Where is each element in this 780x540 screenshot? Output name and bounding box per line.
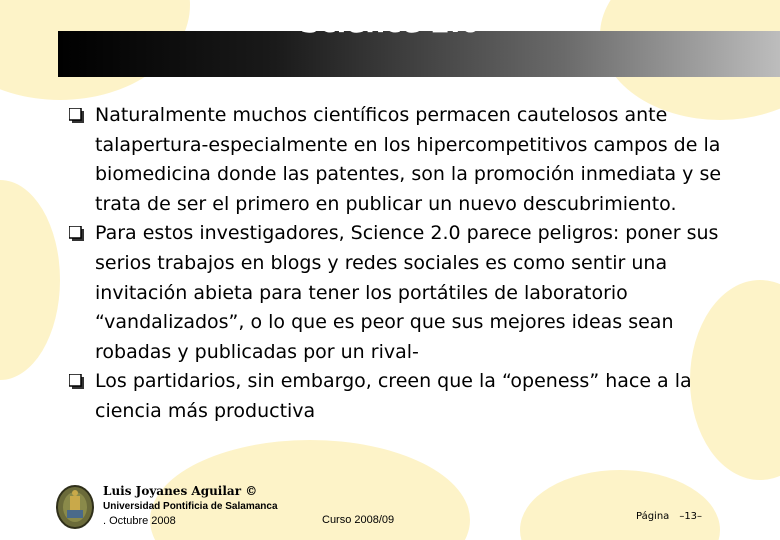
footer-date: . Octubre 2008	[103, 515, 176, 527]
bullet-item	[66, 219, 726, 367]
bullet-item	[66, 367, 726, 426]
university-seal-icon	[55, 484, 95, 530]
checkbox-bullet-icon	[69, 374, 84, 389]
bullet-text: Los partidarios, sin embargo, creen que la “openess” hace a la ciencia más productiva	[95, 370, 692, 422]
background-decoration	[0, 180, 60, 380]
bullet-text: Para estos investigadores, Science 2.0 parece peligros: poner sus serios trabajos en blogs y redes sociales es como sentir una invitación abieta para tener los portátiles de laboratorio “vandalizados”, o lo que es peor que sus mejores ideas sean robadas y publicadas por un rival-	[95, 222, 719, 363]
footer-university: Universidad Pontificia de Salamanca	[103, 501, 278, 512]
footer-course: Curso 2008/09	[322, 514, 395, 526]
footer-author: Luis Joyanes Aguilar ©	[103, 484, 258, 498]
footer-page	[636, 511, 702, 522]
background-decoration	[520, 470, 720, 540]
slide-title: Science 2.0	[299, 6, 481, 39]
checkbox-bullet-icon	[69, 226, 84, 241]
page-label: Página	[636, 511, 670, 522]
checkbox-bullet-icon	[69, 108, 84, 123]
bullet-text: Naturalmente muchos científicos permacen cautelosos ante talapertura-especialmente en los hipercompetitivos campos de la biomedicina donde las patentes, son la promoción inmediata y se trata de ser el primero en publicar un nuevo descubrimiento.	[95, 104, 722, 215]
page-number: –13–	[679, 511, 703, 522]
bullet-item	[66, 101, 726, 219]
bullet-list	[66, 101, 726, 427]
